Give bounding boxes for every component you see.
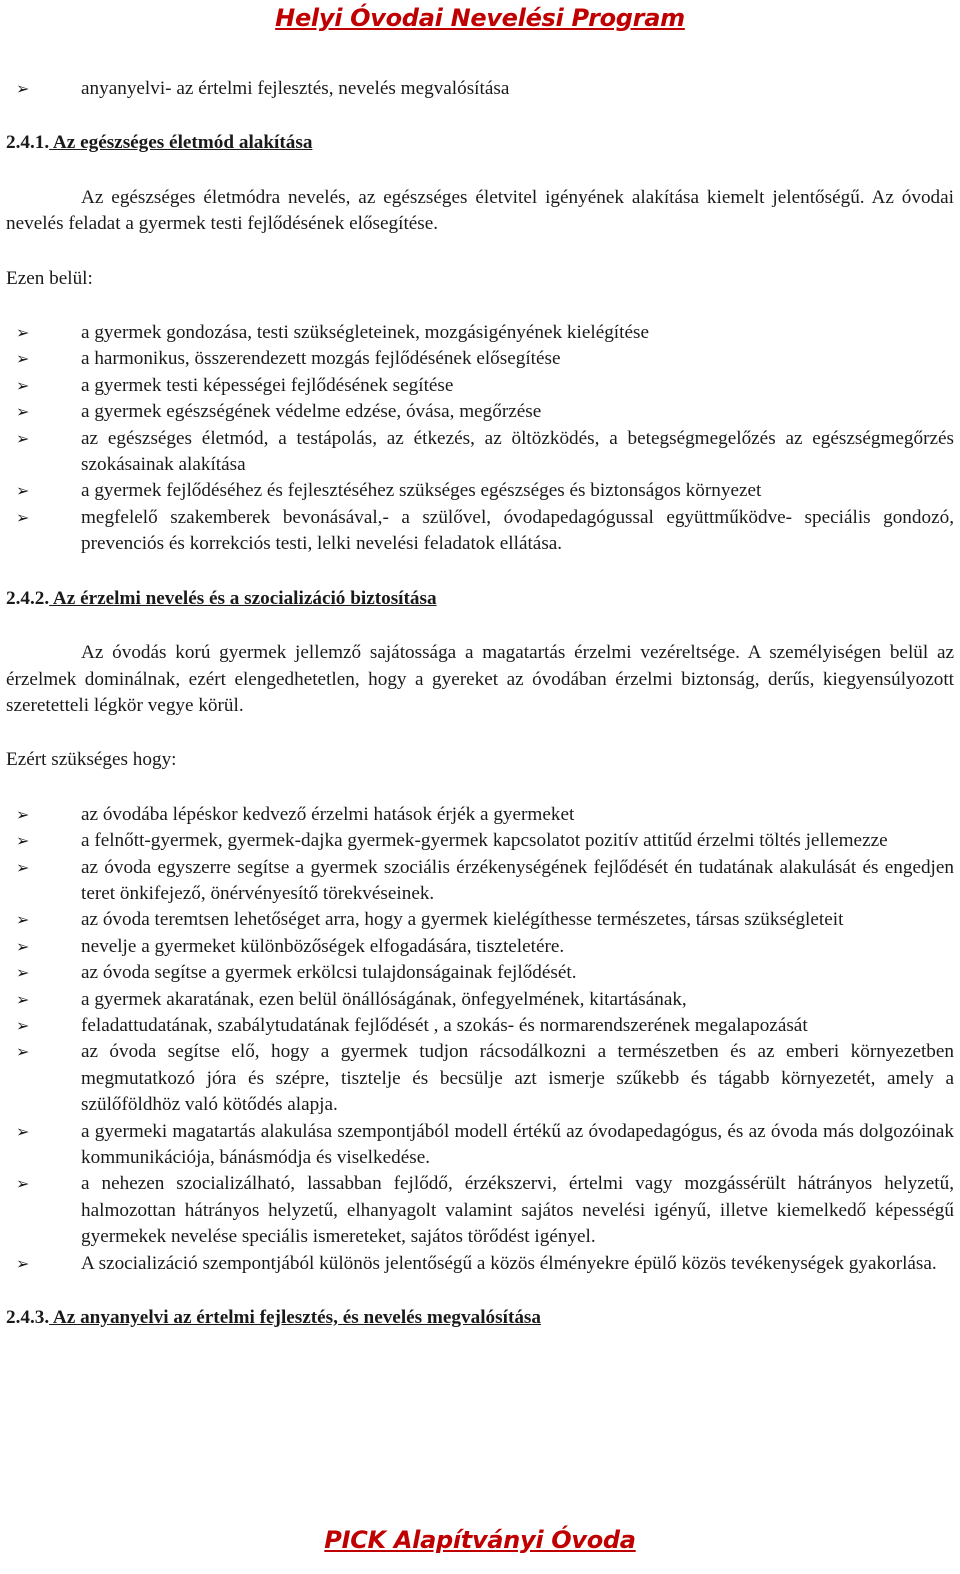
list-item-text: az óvoda segítse a gyermek erkölcsi tulajdonságainak fejlődését. [81,962,577,984]
list-lead: Ezen belül: [6,267,93,289]
section-title: Az egészséges életmód alakítása [49,132,313,154]
list-item-text: megfelelő szakemberek bevonásával,- a szülővel, óvodapedagógussal együttműködve- speciális gondozó, prevenciós és korrekciós testi, lelki nevelési feladatok ellátása. [81,506,954,555]
emotional-task-list [6,802,954,1277]
health-task-list [6,320,954,558]
list-item [6,855,954,908]
list-item [6,1171,954,1250]
list-item [6,1039,954,1118]
list-item-text: a harmonikus, összerendezett mozgás fejlődésének elősegítése [81,348,561,370]
list-item-text: az óvoda teremtsen lehetőséget arra, hogy a gyermek kielégíthesse természetes, társas szükségleteit [81,909,844,931]
list-item-text: a gyermek fejlődéséhez és fejlesztéséhez szükséges egészséges és biztonságos környezet [81,480,762,502]
list-item-text: az óvodába lépéskor kedvező érzelmi hatások érjék a gyermeket [81,803,575,825]
list-item-text: nevelje a gyermeket különbözőségek elfogadására, tiszteletére. [81,935,565,957]
list-item [6,505,954,558]
list-item-text: a felnőtt-gyermek, gyermek-dajka gyermek-gyermek kapcsolatot pozitív attitűd érzelmi töltés jellemezze [81,830,888,852]
list-item [6,934,954,960]
list-item-text: A szocializáció szempontjából különös jelentőségű a közös élményekre épülő közös tevékenységek gyakorlása. [81,1252,937,1274]
section-paragraph: Az óvodás korú gyermek jellemző sajátossága a magatartás érzelmi vezéreltsége. A személyiségen belül az érzelmek dominálnak, ezért elengedhetetlen, hogy a gyereket az óvodában érzelmi biztonság, derűs, kiegyensúlyozott szeretetteli légkör vegye körül. [6,642,954,716]
section-heading-2-4-3 [6,1305,954,1331]
list-item [6,76,954,102]
list-item-text: az óvoda segítse elő, hogy a gyermek tudjon rácsodálkozni a természetben és az emberi környezetben megmutatkozó jóra és szépre, tisztelje és becsülje azt ismerje szűkebb és tágabb környezetét, amely a szülőföldhöz való kötődés alapja. [81,1041,954,1116]
list-item-text: a gyermeki magatartás alakulása szempontjából modell értékű az óvodapedagógus, és az óvoda más dolgozóinak kommunikációja, bánásmódja és viselkedése. [81,1120,954,1168]
list-item-text: a gyermek akaratának, ezen belül önállóságának, önfegyelmének, kitartásának, [81,988,687,1010]
list-item-text: a nehezen szocializálható, lassabban fejlődő, érzékszervi, értelmi vagy mozgássérült hátrányos helyzetű, halmozottan hátrányos helyzetű, elhanyagolt valamint sajátos nevelési igényű, illetve kiemelkedő képességű gyermekek nevelése speciális ismereteket, sajátos törődést igényel. [81,1173,954,1248]
section-number: 2.4.1. [6,132,50,154]
list-item-text: a gyermek testi képességei fejlődésének segítése [81,374,454,396]
section-heading-2-4-2 [6,586,954,612]
list-item [6,373,954,399]
section-number: 2.4.3. [6,1307,50,1329]
section-title: Az anyanyelvi az értelmi fejlesztés, és nevelés megvalósítása [49,1307,541,1329]
intro-list [6,76,954,102]
list-item [6,1013,954,1039]
list-item [6,802,954,828]
list-item [6,478,954,504]
list-item-text: az óvoda egyszerre segítse a gyermek szociális érzékenységének fejlődését én tudatának alakulását és engedjen teret önkifejező, önérvényesítő törekvéseinek. [81,856,954,904]
section-number: 2.4.2. [6,587,50,609]
page-footer-title: PICK Alapítványi Óvoda [324,1526,636,1554]
list-item [6,987,954,1013]
list-lead: Ezért szükséges hogy: [6,749,177,771]
list-item-text: a gyermek egészségének védelme edzése, óvása, megőrzése [81,401,542,423]
list-item [6,346,954,372]
list-item [6,320,954,346]
section-heading-2-4-1 [6,130,954,156]
list-item-text: a gyermek gondozása, testi szükségleteinek, mozgásigényének kielégítése [81,322,649,344]
list-item [6,399,954,425]
list-item-text: az egészséges életmód, a testápolás, az étkezés, az öltözködés, a betegségmegelőzés az egészségmegőrzés szokásainak alakítása [81,427,954,476]
section-paragraph: Az egészséges életmódra nevelés, az egészséges életvitel igényének alakítása kiemelt jelentőségű. Az óvodai nevelés feladat a gyermek testi fejlődésének elősegítése. [6,186,954,235]
list-item [6,828,954,854]
list-item [6,1251,954,1277]
document-body [6,76,954,1331]
section-title: Az érzelmi nevelés és a szocializáció biztosítása [49,587,437,609]
list-item-text: anyanyelvi- az értelmi fejlesztés, nevelés megvalósítása [81,78,510,99]
list-item-text: feladattudatának, szabálytudatának fejlődését , a szokás- és normarendszerének megalapozását [81,1014,808,1036]
list-item [6,960,954,986]
list-item [6,1119,954,1172]
list-item [6,426,954,479]
page-header-title: Helyi Óvodai Nevelési Program [275,4,685,32]
list-item [6,907,954,933]
